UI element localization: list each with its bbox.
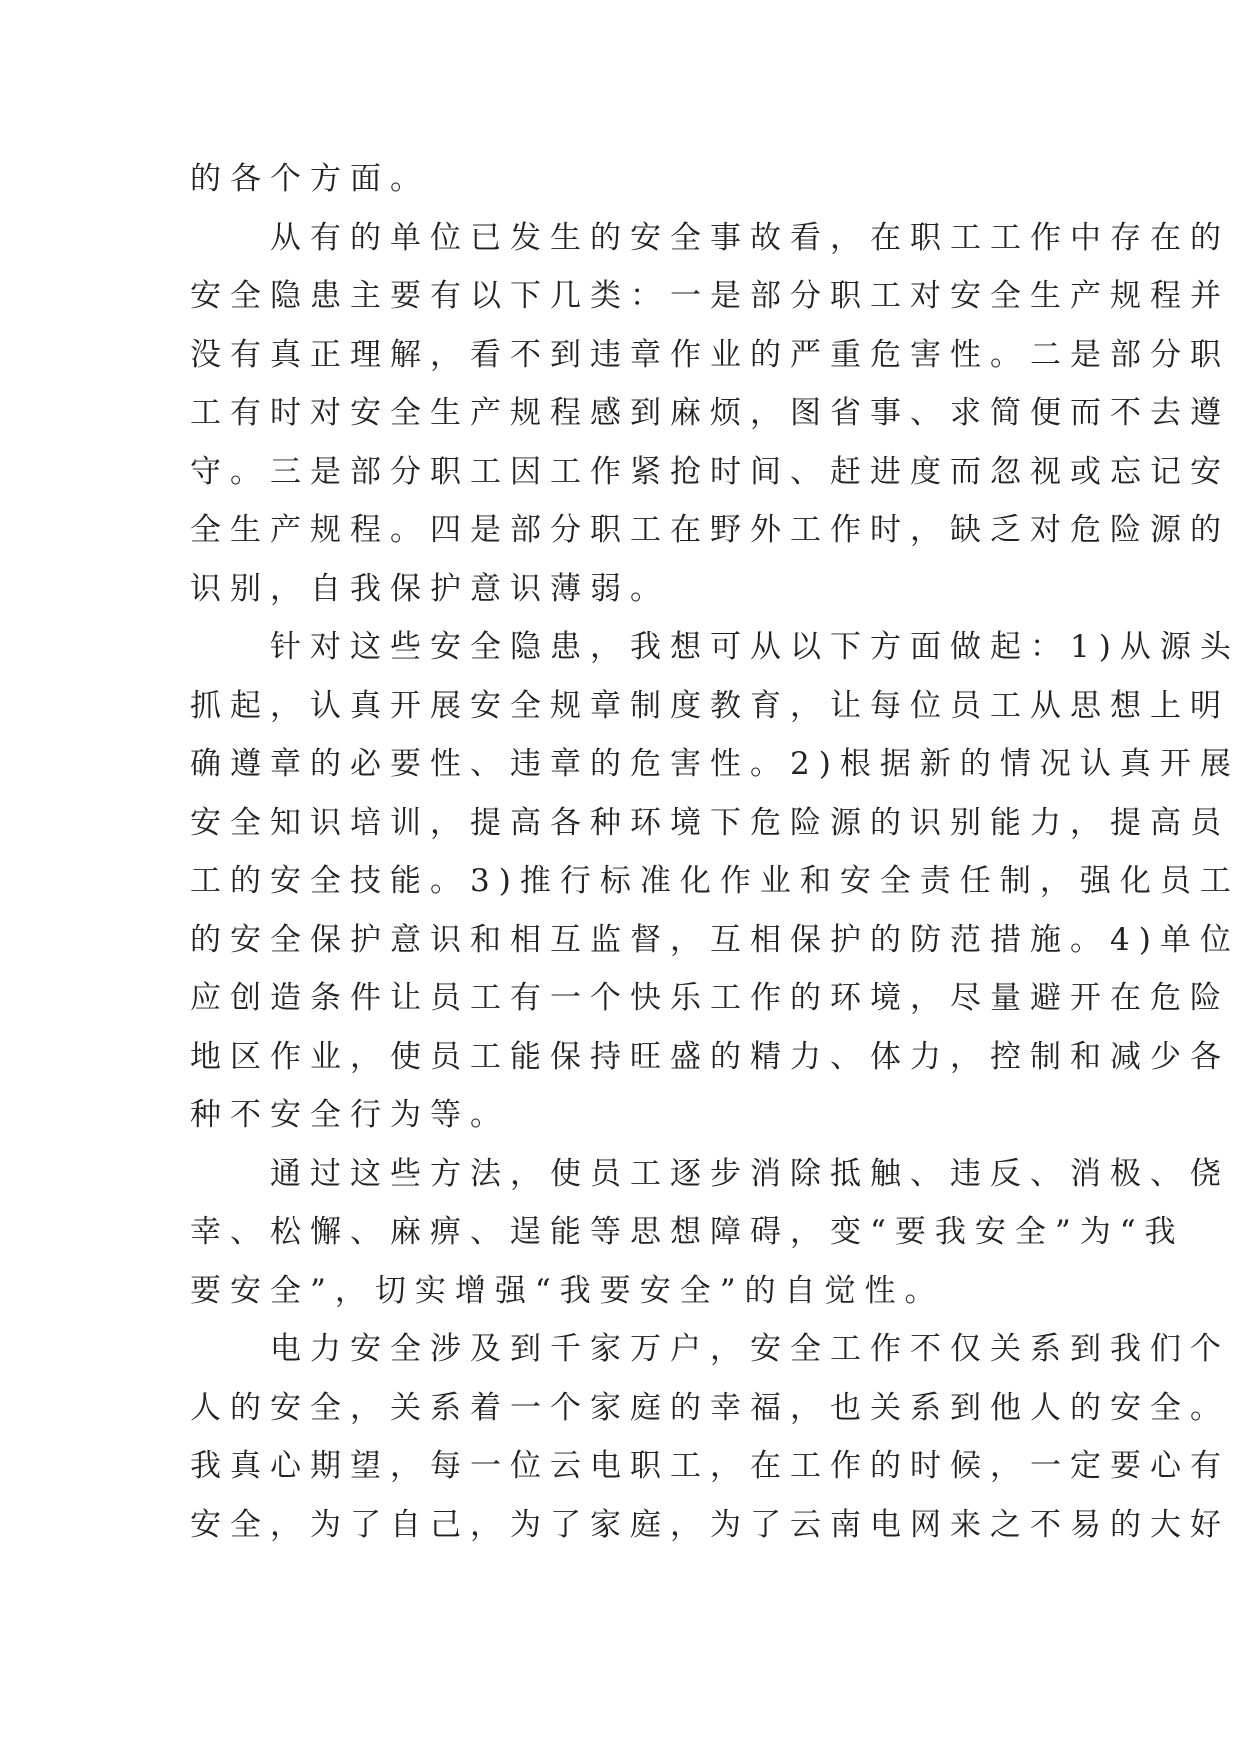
text-line: 通过这些方法，使员工逐步消除抵触、违反、消极、侥 — [270, 1155, 1230, 1192]
text-line: 安全知识培训，提高各种环境下危险源的识别能力，提高员 — [190, 804, 1230, 841]
text-line: 幸、松懈、麻痹、逞能等思想障碍，变“要我安全”为“我 — [190, 1214, 1185, 1250]
text-line: 识别，自我保护意识薄弱。 — [190, 570, 670, 607]
text-line: 工有时对安全生产规程感到麻烦，图省事、求简便而不去遵 — [190, 395, 1230, 431]
text-line: 全生产规程。四是部分职工在野外工作时，缺乏对危险源的 — [190, 512, 1230, 548]
text-line: 的安全保护意识和相互监督，互相保护的防范措施。4)单位 — [190, 921, 1240, 958]
text-line: 针对这些安全隐患，我想可从以下方面做起：1)从源头 — [270, 629, 1240, 665]
text-line: 的各个方面。 — [190, 161, 430, 197]
text-line: 安全隐患主要有以下几类：一是部分职工对安全生产规程并 — [190, 278, 1230, 314]
text-line: 确遵章的必要性、违章的危害性。2)根据新的情况认真开展 — [190, 746, 1240, 782]
text-line: 种不安全行为等。 — [190, 1097, 510, 1133]
text-line: 抓起，认真开展安全规章制度教育，让每位员工从思想上明 — [190, 687, 1230, 724]
paragraph-safety-hazards — [190, 209, 1230, 619]
text-line: 要安全”，切实增强“我要安全”的自觉性。 — [190, 1272, 945, 1309]
text-line: 人的安全，关系着一个家庭的幸福，也关系到他人的安全。 — [190, 1389, 1230, 1426]
paragraph-conclusion — [190, 1320, 1230, 1554]
document-page — [190, 150, 1240, 1554]
text-line: 工的安全技能。3)推行标准化作业和安全责任制，强化员工 — [190, 863, 1240, 899]
text-line: 从有的单位已发生的安全事故看，在职工工作中存在的 — [270, 219, 1230, 256]
text-line: 守。三是部分职工因工作紧抢时间、赶进度而忽视或忘记安 — [190, 453, 1230, 490]
text-line: 没有真正理解，看不到违章作业的严重危害性。二是部分职 — [190, 336, 1230, 373]
paragraph-continuation — [190, 150, 1060, 209]
paragraph-methods-result — [190, 1145, 1230, 1321]
paragraph-measures — [190, 618, 1240, 1145]
text-line: 地区作业，使员工能保持旺盛的精力、体力，控制和减少各 — [190, 1038, 1230, 1075]
text-line: 我真心期望，每一位云电职工，在工作的时候，一定要心有 — [190, 1448, 1230, 1484]
text-line: 安全，为了自己，为了家庭，为了云南电网来之不易的大好 — [190, 1506, 1230, 1543]
text-line: 应创造条件让员工有一个快乐工作的环境，尽量避开在危险 — [190, 980, 1230, 1016]
text-line: 电力安全涉及到千家万户，安全工作不仅关系到我们个 — [270, 1331, 1230, 1367]
